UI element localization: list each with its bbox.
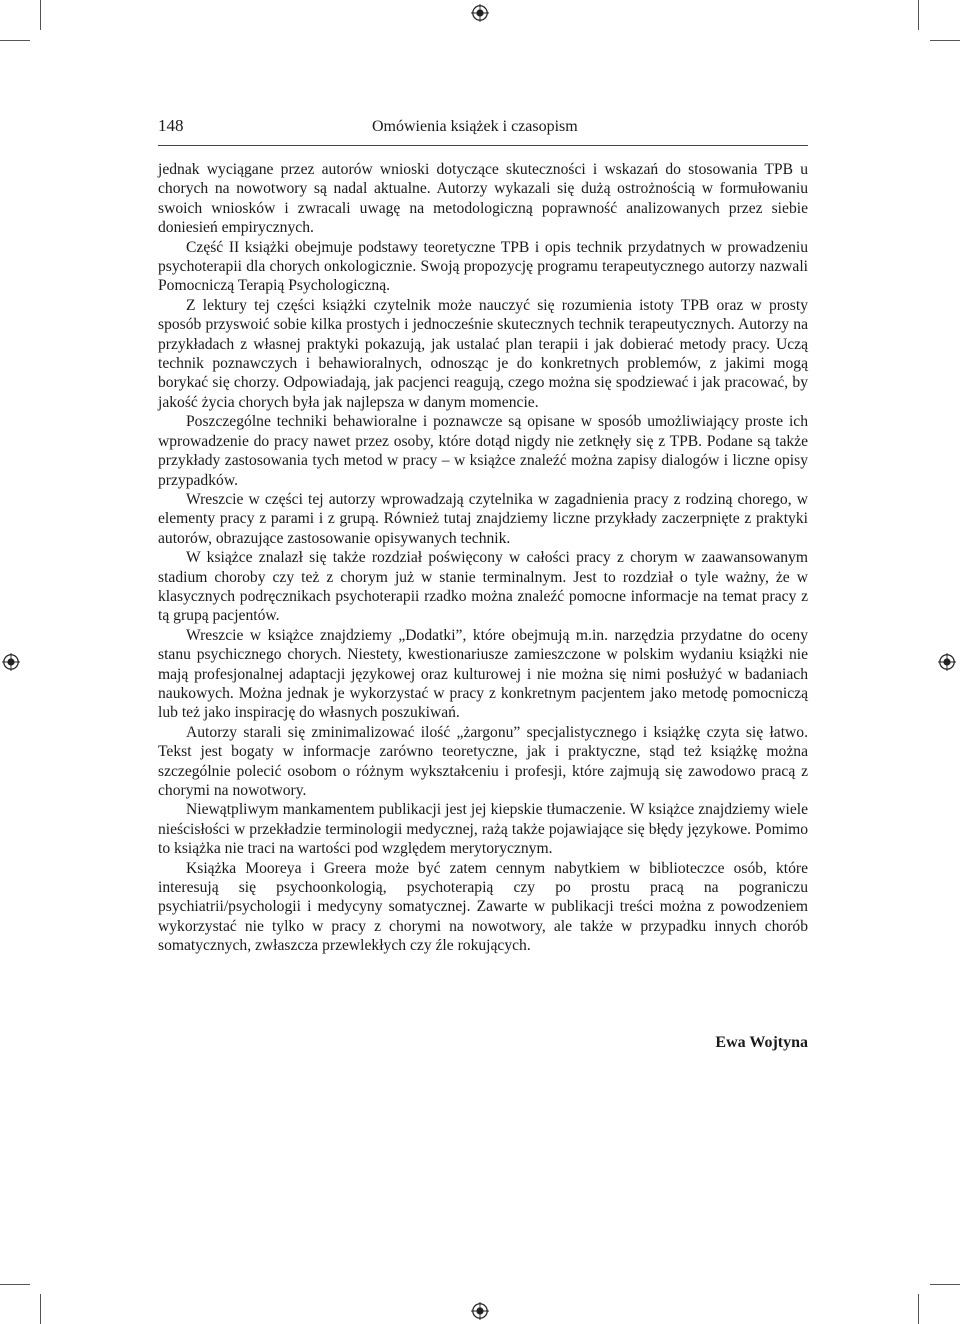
crop-mark-top-right (918, 0, 919, 30)
crop-mark-bottom-left (40, 1294, 41, 1324)
running-head (158, 114, 808, 140)
header-rule (158, 145, 808, 146)
paragraph-5: Wreszcie w części tej autorzy wprowadzają czytelnika w zagadnienia pracy z rodziną chorego, w elementy pracy z parami i z grupą. Również tutaj znajdziemy liczne przykłady zaczerpnięte z praktyki autorów, obrazujące zastosowanie opisywanych technik. (158, 490, 808, 547)
page-number: 148 (158, 116, 184, 135)
paragraph-8: Autorzy starali się zminimalizować ilość „żargonu” specjalistycznego i książkę czyta się łatwo. Tekst jest bogaty w informacje zarówno teoretyczne, jak i praktyczne, stąd też książkę można szczególnie polecić osobom o różnym wykształceniu i profesji, które zajmują się zawodowo pracą z chorymi na nowotwory. (158, 723, 808, 799)
registration-mark-bottom-icon (471, 1302, 489, 1320)
crop-mark-left-top (0, 40, 30, 41)
registration-mark-right-icon (938, 653, 956, 671)
paragraph-7: Wreszcie w książce znajdziemy „Dodatki”, które obejmują m.in. narzędzia przydatne do oceny stanu psychicznego chorych. Niestety, kwestionariusze zamieszczone w polskim wydaniu książki nie mają profesjonalnej adaptacji językowej oraz kulturowej i nie można się nimi posłużyć w badaniach naukowych. Można jednak je wykorzystać w pracy z konkretnym pacjentem jako metodę pomocniczą lub też jako inspirację do własnych poszukiwań. (158, 626, 808, 722)
running-title: Omówienia książek i czasopism (372, 118, 578, 135)
paragraph-3: Z lektury tej części książki czytelnik może nauczyć się rozumienia istoty TPB oraz w prosty sposób przyswoić sobie kilka prostych i jednocześnie skutecznych technik terapeutycznych. Autorzy na przykładach z własnej praktyki pokazują, jak ustalać plan terapii i jak dobierać metody pracy. Uczą technik poznawczych i behawioralnych, odnosząc je do konkretnych problemów, z jakimi mogą borykać się chorzy. Odpowiadają, jak pacjenci reagują, czego można się spodziewać i jak pracować, by jakość życia chorych była jak najlepsza w danym momencie. (158, 296, 808, 411)
paragraph-2: Część II książki obejmuje podstawy teoretyczne TPB i opis technik przydatnych w prowadzeniu psychoterapii dla chorych onkologicznie. Swoją propozycję programu terapeutycznego autorzy nazwali Pomocniczą Terapią Psychologiczną. (158, 238, 808, 295)
registration-mark-left-icon (2, 653, 20, 671)
crop-mark-left-bottom (0, 1284, 30, 1285)
author-signature: Ewa Wojtyna (715, 1034, 808, 1051)
crop-mark-right-bottom (930, 1284, 960, 1285)
paragraph-6: W książce znalazł się także rozdział poświęcony w całości pracy z chorym w zaawansowanym stadium choroby czy też z chorym już w stanie terminalnym. Jest to rozdział o tyle ważny, że w klasycznych podręcznikach psychoterapii rzadko można znaleźć pomocne informacje na temat pracy z tą grupą pacjentów. (158, 549, 808, 625)
crop-mark-right-top (930, 40, 960, 41)
registration-mark-top-icon (471, 4, 489, 22)
review-body (158, 160, 808, 956)
crop-mark-bottom-right (918, 1294, 919, 1324)
paragraph-4: Poszczególne techniki behawioralne i poznawcze są opisane w sposób umożliwiający proste ich wprowadzenie do pracy nawet przez osoby, które dotąd nigdy nie zetknęły się z TPB. Podane są także przykłady zastosowania tych metod w pracy – w książce znaleźć można zapisy dialogów i liczne opisy przypadków. (158, 413, 808, 489)
paragraph-9: Niewątpliwym mankamentem publikacji jest jej kiepskie tłumaczenie. W książce znajdziemy wiele nieścisłości w przekładzie terminologii medycznej, rażą także pojawiające się błędy językowe. Pomimo to książka nie traci na wartości pod względem merytorycznym. (158, 801, 808, 858)
paragraph-1: jednak wyciągane przez autorów wnioski dotyczące skuteczności i wskazań do stosowania TPB u chorych na nowotwory są nadal aktualne. Autorzy wykazali się dużą ostrożnością w formułowaniu swoich wniosków i zwracali uwagę na metodologiczną poprawność analizowanych przez siebie doniesień empirycznych. (158, 161, 808, 237)
paragraph-10: Książka Mooreya i Greera może być zatem cennym nabytkiem w biblioteczce osób, które interesują się psychoonkologią, psychoterapią czy po prostu pracą na pograniczu psychiatrii/psychologii i medycyny somatycznej. Zawarte w publikacji treści można z powodzeniem wykorzystać nie tylko w pracy z chorymi na nowotwory, ale także w przypadku innych chorób somatycznych, zwłaszcza przewlekłych czy źle rokujących. (158, 859, 808, 955)
crop-mark-top-left (40, 0, 41, 30)
